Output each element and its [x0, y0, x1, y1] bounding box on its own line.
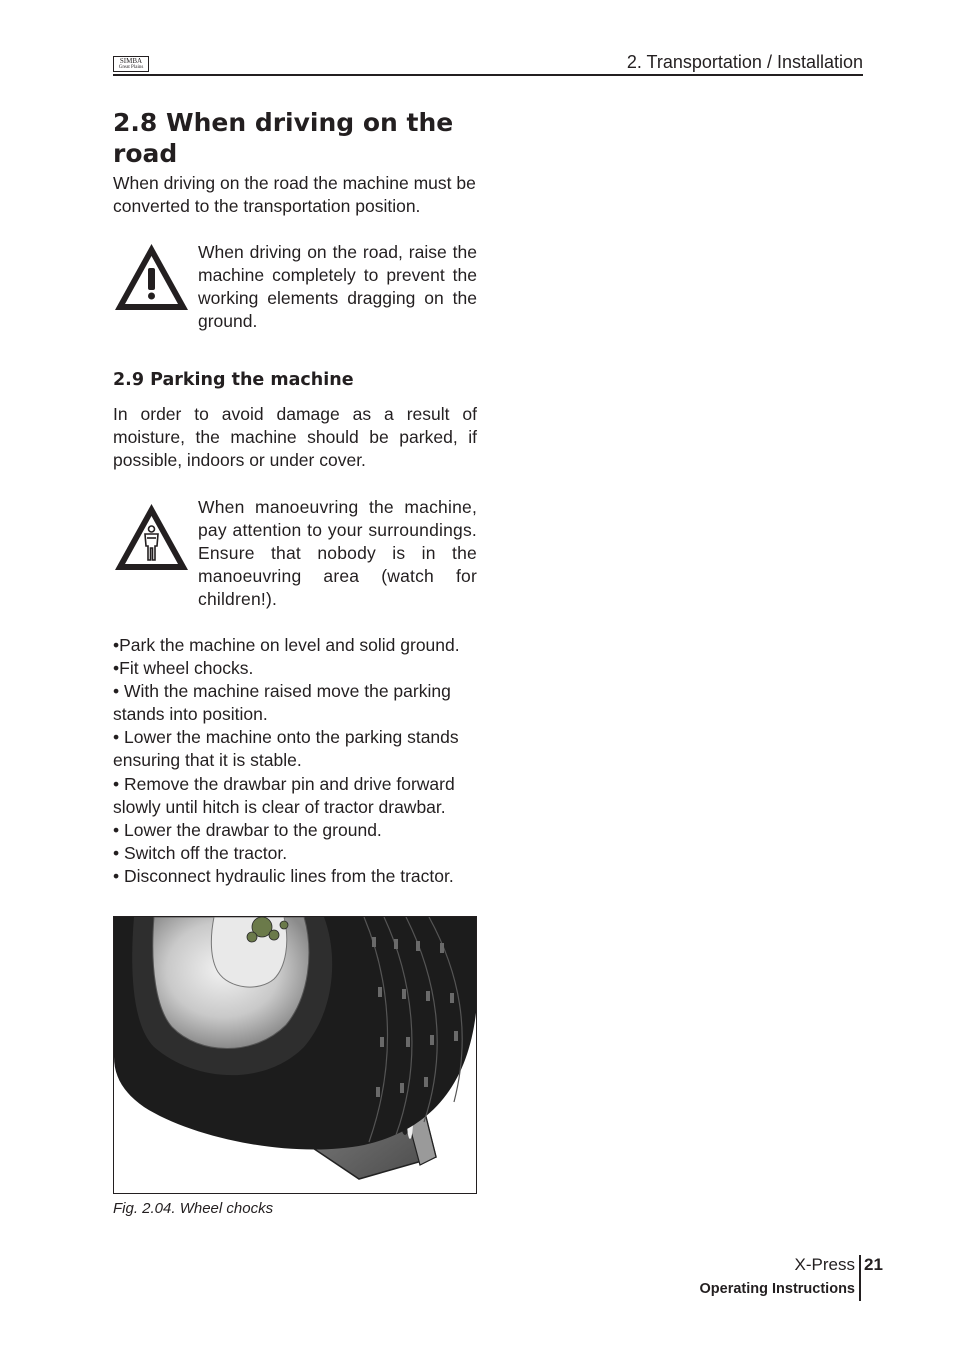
section-2-9-warning: When manoeuvring the machine, pay attention to your surroundings. Ensure that nobody is in the manoeuvring area (watch for children!).	[198, 497, 477, 610]
wheel-chock-illustration-icon	[114, 917, 477, 1194]
list-item: •Fit wheel chocks.	[113, 658, 254, 679]
list-item: • With the machine raised move the parking stands into position.	[113, 681, 451, 725]
footer-product-name: X-Press	[794, 1255, 855, 1274]
footer-subtitle: Operating Instructions	[699, 1281, 855, 1297]
section-2-8-intro: When driving on the road the machine must be converted to the transportation position.	[113, 173, 476, 217]
list-item: •Park the machine on level and solid ground.	[113, 635, 460, 655]
list-item: • Disconnect hydraulic lines from the tractor.	[113, 865, 454, 886]
wheel-chock-figure	[113, 916, 477, 1194]
section-2-8-warning: When driving on the road, raise the machine completely to prevent the working elements dragging on the ground.	[198, 242, 477, 332]
figure-caption: Fig. 2.04. Wheel chocks	[113, 1200, 274, 1217]
parking-steps-list	[113, 634, 477, 888]
logo-subtext: Great Plains	[118, 65, 144, 70]
logo-text: SIMBA	[119, 57, 143, 65]
section-2-8-heading: 2.8 When driving on the road	[113, 108, 454, 168]
page-number: 21	[864, 1255, 883, 1274]
warning-exclamation-icon	[113, 242, 190, 312]
header-divider	[113, 74, 863, 76]
warning-person-icon	[113, 502, 190, 572]
section-2-9-intro: In order to avoid damage as a result of moisture, the machine should be parked, if possible, indoors or under cover.	[113, 404, 477, 471]
list-item: • Lower the drawbar to the ground.	[113, 819, 382, 840]
running-header: 2. Transportation / Installation	[626, 52, 863, 72]
brand-logo	[113, 56, 149, 72]
list-item: • Switch off the tractor.	[113, 842, 288, 863]
list-item: • Remove the drawbar pin and drive forward slowly until hitch is clear of tractor drawbar.	[113, 773, 455, 817]
list-item: • Lower the machine onto the parking stands ensuring that it is stable.	[113, 727, 459, 771]
footer-divider	[859, 1255, 861, 1301]
section-2-9-heading: 2.9 Parking the machine	[113, 370, 354, 390]
